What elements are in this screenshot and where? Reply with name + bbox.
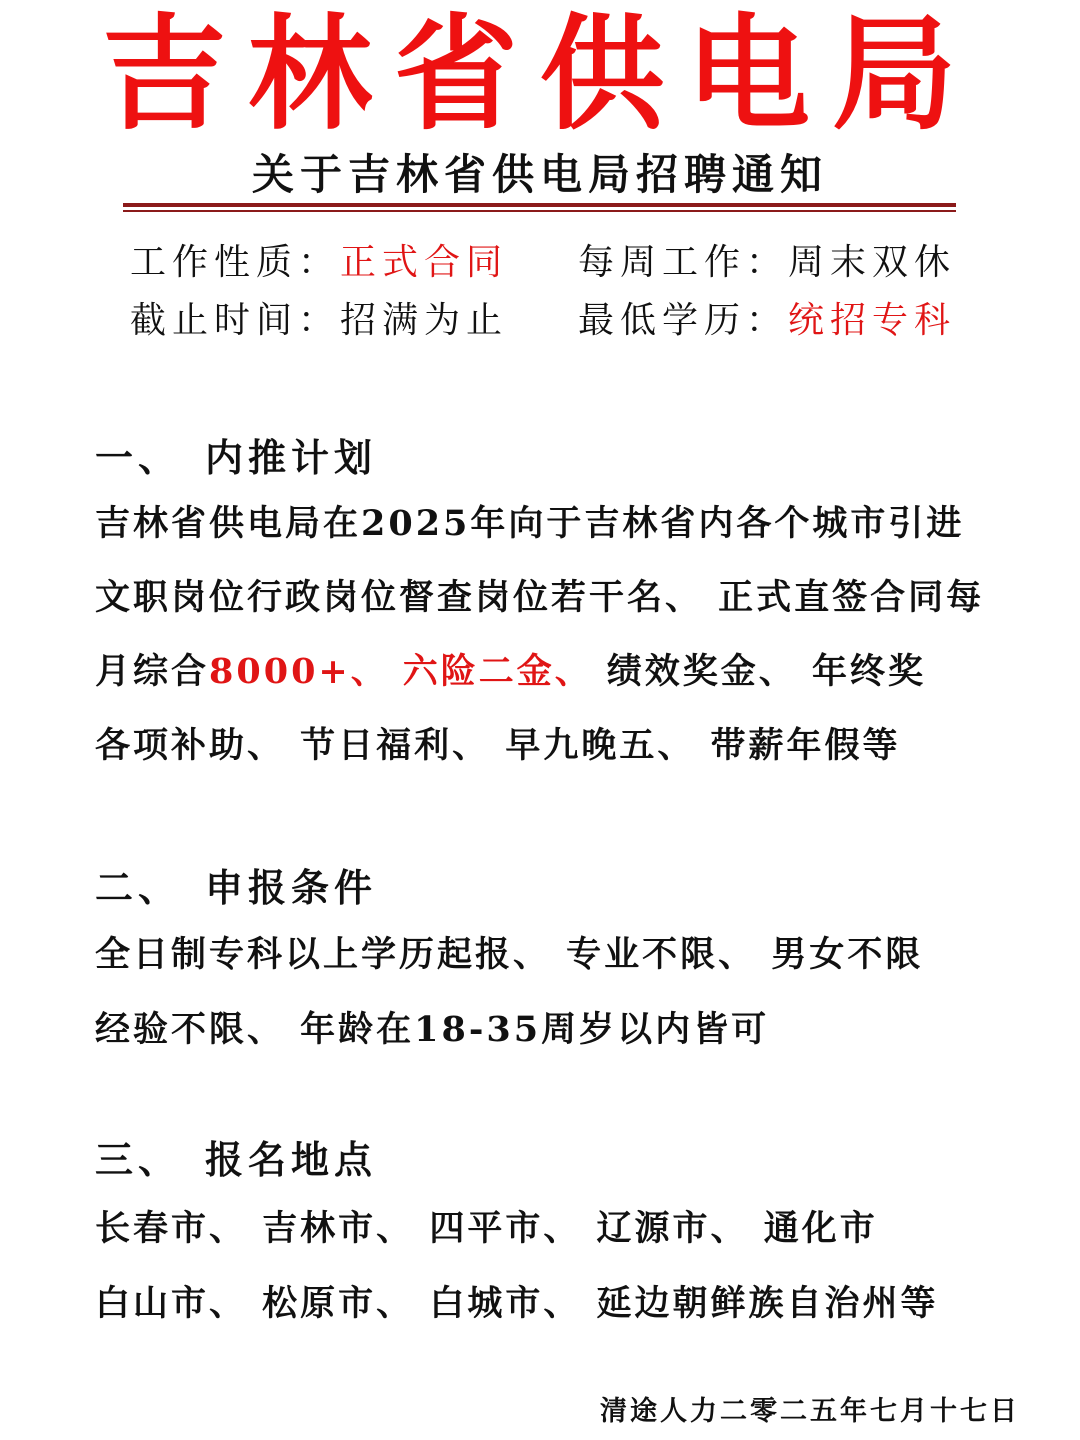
- info-weekly-work: [578, 238, 956, 288]
- section1-line-4: 各项补助、 节日福利、 早九晚五、 带薪年假等: [95, 725, 901, 766]
- info-value: 招满为止: [340, 300, 509, 341]
- section3-line-2: 白山市、 松原市、 白城市、 延边朝鲜族自治州等: [95, 1283, 939, 1324]
- section1-line-2: 文职岗位行政岗位督查岗位若干名、 正式直签合同每: [95, 577, 985, 618]
- section-title: 申报条件: [205, 865, 378, 910]
- divider-thick: [123, 203, 956, 207]
- section-number: 三、: [95, 1137, 182, 1182]
- text-segment: 月综合: [95, 651, 210, 692]
- section-heading-2: [95, 862, 377, 914]
- section1-line-1: 吉林省供电局在2025年向于吉林省内各个城市引进: [95, 503, 965, 544]
- info-value: 周末双休: [788, 242, 957, 283]
- notice-subtitle: 关于吉林省供电局招聘通知: [251, 150, 828, 199]
- section-heading-3: [95, 1134, 377, 1186]
- section-number: 一、: [95, 435, 182, 480]
- section2-line-2: 经验不限、 年龄在18-35周岁以内皆可: [95, 1009, 770, 1050]
- main-title: 吉林省供电局: [101, 2, 978, 147]
- section1-line-3: [95, 648, 926, 696]
- salary-highlight: 8000+、: [209, 651, 389, 692]
- section2-line-1: 全日制专科以上学历起报、 专业不限、 男女不限: [95, 934, 924, 975]
- section-title: 内推计划: [205, 435, 378, 480]
- divider-thin: [123, 210, 956, 212]
- insurance-highlight: 六险二金、: [402, 651, 593, 692]
- text-segment: 绩效奖金、 年终奖: [606, 651, 926, 692]
- section-heading-1: [95, 432, 377, 484]
- info-value: 统招专科: [788, 300, 957, 341]
- info-label: 工作性质：: [130, 242, 341, 283]
- info-education: [578, 296, 956, 346]
- info-label: 截止时间：: [130, 300, 341, 341]
- info-deadline: [130, 296, 508, 346]
- section3-line-1: 长春市、 吉林市、 四平市、 辽源市、 通化市: [95, 1208, 878, 1249]
- info-label: 最低学历：: [578, 300, 789, 341]
- info-value: 正式合同: [340, 242, 509, 283]
- section-number: 二、: [95, 865, 182, 910]
- info-job-nature: [130, 238, 508, 288]
- footer-signature: 清途人力二零二五年七月十七日: [600, 1396, 1020, 1427]
- section-title: 报名地点: [205, 1137, 378, 1182]
- info-label: 每周工作：: [578, 242, 789, 283]
